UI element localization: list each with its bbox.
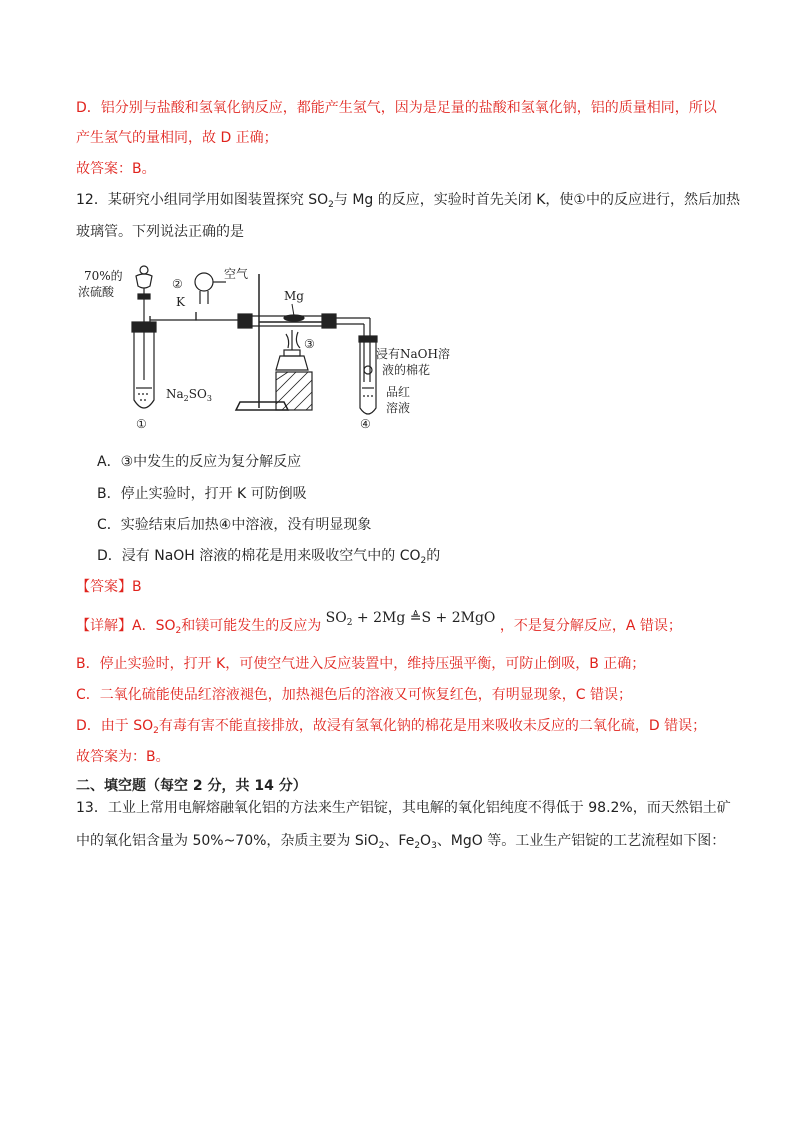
detail-d: D．由于 $SO_2$有毒有害不能直接排放，故浸有氢氧化钠的棉花是用来吸收未反应的二氧化硫，D 错误； — [76, 718, 707, 736]
detail-a-sub: 2 — [175, 626, 182, 636]
k-label: K — [176, 295, 185, 309]
apparatus-diagram — [76, 260, 516, 435]
acid-label-1: 70%的 — [84, 269, 123, 283]
pinhong-label-2: 溶液 — [386, 401, 411, 415]
q12-stem-line2: 玻璃管。下列说法正确的是 — [76, 224, 244, 240]
mg-label: Mg — [284, 289, 304, 303]
answer-d-line2: 产生氢气的量相同，故 D 正确； — [76, 130, 278, 146]
detail-a-mid: 和镁可能发生的反应为 — [181, 618, 322, 634]
reaction-equation: $SO_2 + 2Mg$ ≜S + 2MgO — [325, 610, 496, 628]
test-tube-4 — [359, 336, 377, 414]
circle-4-label: ④ — [360, 417, 371, 431]
q12-stem-a: 12．某研究小组同学用如图装置探究 SO — [76, 192, 329, 208]
q13-line1: 13．工业上常用电解熔融氧化铝的方法来生产铝锭，其电解的氧化铝纯度不得低于 98.2%，而天然铝土矿 — [76, 800, 731, 816]
circle-2-label: ② — [172, 277, 183, 291]
option-d-b: 的 — [426, 548, 441, 564]
test-tube-1 — [132, 308, 156, 408]
circle-3-label: ③ — [304, 337, 315, 351]
detail-a — [76, 610, 682, 636]
naoh-label-1: 浸有NaOH溶 — [376, 347, 450, 361]
q12-stem-sub: 2 — [328, 200, 334, 210]
q12-stem-line1 — [76, 190, 740, 210]
answer-d-line1: D．铝分别与盐酸和氢氧化钠反应，都能产生氢气，因为是足量的盐酸和氢氧化钠，铝的质量相同，所以 — [76, 100, 717, 116]
q12-stem-b: 与 Mg 的反应，实验时首先关闭 K，使①中的反应进行，然后加热 — [333, 192, 740, 208]
pinhong-label-1: 品红 — [386, 385, 411, 399]
option-c: C．实验结束后加热④中溶液，没有明显现象 — [97, 517, 372, 533]
section2-heading: 二、填空题（每空 2 分，共 14 分） — [76, 778, 307, 794]
acid-label-2: 浓硫酸 — [78, 285, 115, 299]
option-d — [97, 546, 440, 566]
air-label: 空气 — [224, 267, 249, 281]
detail-c: C．二氧化硫能使品红溶液褪色，加热褪色后的溶液又可恢复红色，有明显现象，C 错误； — [76, 687, 632, 703]
option-d-sub: 2 — [420, 556, 427, 566]
top-answer: 故答案：B。 — [76, 161, 156, 177]
option-d-a: D．浸有 NaOH 溶液的棉花是用来吸收空气中的 CO — [97, 548, 421, 564]
separatory-funnel — [136, 266, 152, 308]
option-a: A．③中发生的反应为复分解反应 — [97, 454, 302, 470]
q13-line2: 中的氧化铝含量为 50%~70%，杂质主要为 SiO$_2$、$Fe_2O_3$、MgO 等。工业生产铝锭的工艺流程如下图： — [76, 833, 726, 851]
mg-pointer — [292, 304, 294, 316]
detail-a-prefix: 【详解】A．SO — [76, 618, 176, 634]
option-b: B．停止实验时，打开 K 可防倒吸 — [97, 486, 307, 502]
na2so3-label: $Na_2SO_3$ — [166, 387, 212, 403]
detail-answer: 故答案为：B。 — [76, 749, 170, 765]
detail-a-suffix: ，不是复分解反应，A 错误； — [499, 618, 682, 634]
valve-k — [195, 273, 226, 304]
detail-b: B．停止实验时，打开 K，可使空气进入反应装置中，维持压强平衡，可防止倒吸，B 正确； — [76, 656, 646, 672]
naoh-label-2: 液的棉花 — [382, 363, 431, 377]
answer-label: 【答案】B — [76, 579, 142, 595]
gas-tubing — [150, 312, 238, 320]
circle-1-label: ① — [136, 417, 147, 431]
